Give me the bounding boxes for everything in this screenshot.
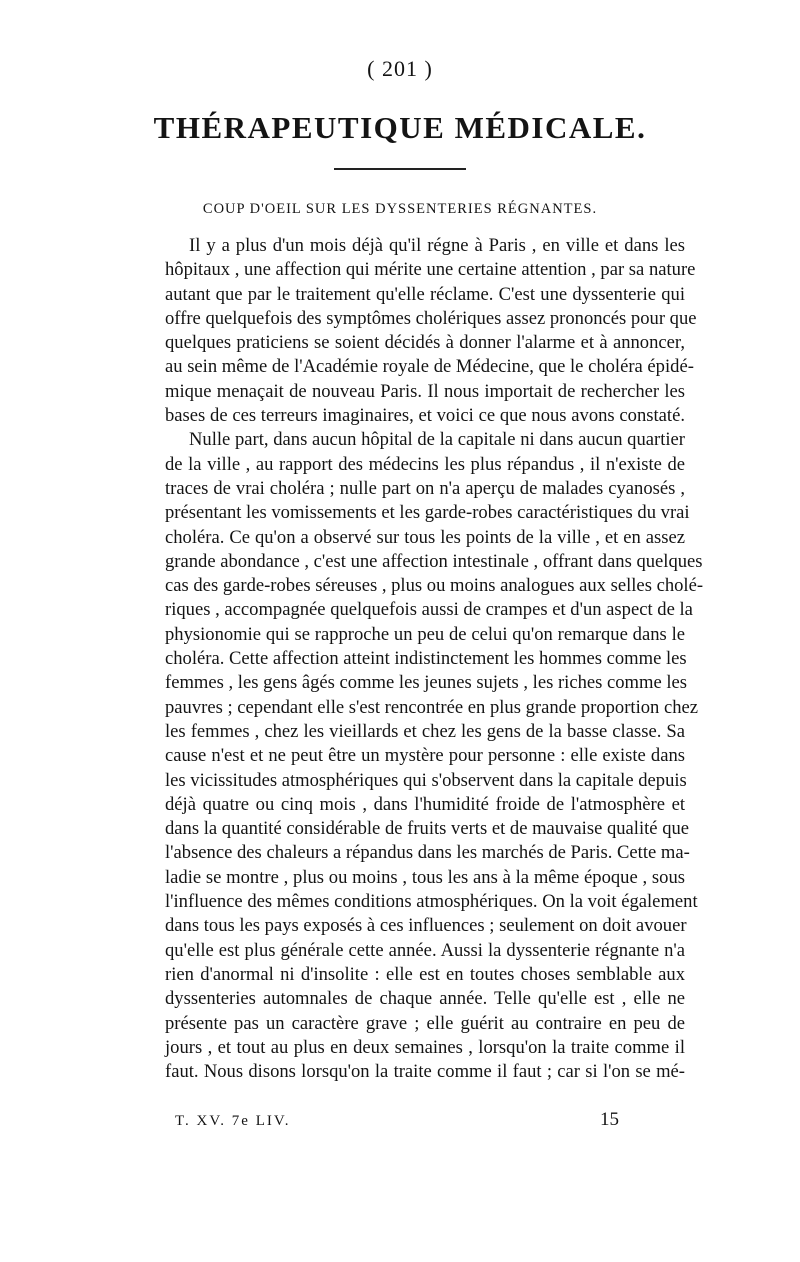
text-line: les femmes , chez les vieillards et chez les gens de la basse classe. Sa — [165, 720, 685, 742]
text-line: de la ville , au rapport des médecins les plus répandus , il n'existe de — [165, 453, 685, 475]
text-line: traces de vrai choléra ; nulle part on n'a aperçu de malades cyanosés , — [165, 477, 685, 499]
text-line: choléra. Ce qu'on a observé sur tous les points de la ville , et en assez — [165, 526, 685, 548]
text-line: déjà quatre ou cinq mois , dans l'humidité froide de l'atmosphère et — [165, 793, 685, 815]
text-line: les vicissitudes atmosphériques qui s'observent dans la capitale depuis — [165, 769, 687, 791]
text-line: qu'elle est plus générale cette année. Aussi la dyssenterie régnante n'a — [165, 939, 685, 961]
text-line: bases de ces terreurs imaginaires, et voici ce que nous avons constaté. — [165, 405, 685, 427]
text-line: Il y a plus d'un mois déjà qu'il régne à Paris , en ville et dans les — [189, 235, 685, 256]
paragraph — [165, 428, 704, 1084]
article-heading: COUP D'OEIL SUR LES DYSSENTERIES RÉGNANTES. — [202, 201, 598, 217]
section-title: THÉRAPEUTIQUE MÉDICALE. — [153, 110, 647, 145]
text-line: dans la quantité considérable de fruits verts et de mauvaise qualité que — [165, 818, 690, 840]
text-line: au sein même de l'Académie royale de Médecine, que le choléra épidé- — [165, 356, 694, 378]
text-line: dans tous les pays exposés à ces influences ; seulement on doit avouer — [165, 915, 687, 937]
text-line: offre quelquefois des symptômes cholériques assez prononcés pour que — [165, 307, 697, 329]
text-line: quelques praticiens se soient décidés à donner l'alarme et à annoncer, — [165, 332, 685, 354]
text-line: physionomie qui se rapproche un peu de celui qu'on remarque dans le — [165, 623, 685, 645]
article-body — [165, 234, 704, 1084]
text-line: présentant les vomissements et les garde-robes caractéristiques du vrai — [165, 502, 690, 524]
text-line: ladie se montre , plus ou moins , tous les ans à la même époque , sous — [165, 866, 685, 888]
text-line: choléra. Cette affection atteint indistinctement les hommes comme les — [165, 648, 687, 670]
title-divider — [334, 168, 466, 170]
text-line: autant que par le traitement qu'elle réclame. C'est une dyssenterie qui — [165, 283, 685, 305]
text-line: faut. Nous disons lorsqu'on la traite comme il faut ; car si l'on se mé- — [165, 1061, 685, 1083]
text-line: l'absence des chaleurs a répandus dans les marchés de Paris. Cette ma- — [165, 842, 690, 864]
text-line: femmes , les gens âgés comme les jeunes sujets , les riches comme les — [165, 672, 688, 694]
text-line: mique menaçait de nouveau Paris. Il nous importait de rechercher les — [165, 380, 685, 402]
text-line: hôpitaux , une affection qui mérite une certaine attention , par sa nature — [165, 259, 696, 281]
text-line: cause n'est et ne peut être un mystère pour personne : elle existe dans — [165, 745, 685, 767]
page-number: ( 201 ) — [367, 56, 433, 81]
text-line: l'influence des mêmes conditions atmosphériques. On la voit également — [165, 891, 698, 913]
text-line: grande abondance , c'est une affection intestinale , offrant dans quelques — [165, 550, 703, 572]
text-line: cas des garde-robes séreuses , plus ou moins analogues aux selles cholé- — [165, 575, 704, 597]
text-line: dyssenteries automnales de chaque année. Telle qu'elle est , elle ne — [165, 988, 685, 1010]
text-line: présente pas un caractère grave ; elle guérit au contraire en peu de — [165, 1012, 685, 1034]
text-line: jours , et tout au plus en deux semaines , lorsqu'on la traite comme il — [165, 1036, 685, 1058]
text-line: pauvres ; cependant elle s'est rencontrée en plus grande proportion chez — [165, 696, 699, 718]
paragraph — [165, 234, 697, 428]
printer-signature: T. XV. 7e LIV. — [175, 1113, 291, 1129]
text-line: rien d'anormal ni d'insolite : elle est en toutes choses semblable aux — [165, 963, 685, 985]
sheet-number: 15 — [600, 1109, 619, 1130]
text-line: riques , accompagnée quelquefois aussi de crampes et d'un aspect de la — [165, 599, 693, 621]
text-line: Nulle part, dans aucun hôpital de la capitale ni dans aucun quartier — [189, 429, 685, 451]
